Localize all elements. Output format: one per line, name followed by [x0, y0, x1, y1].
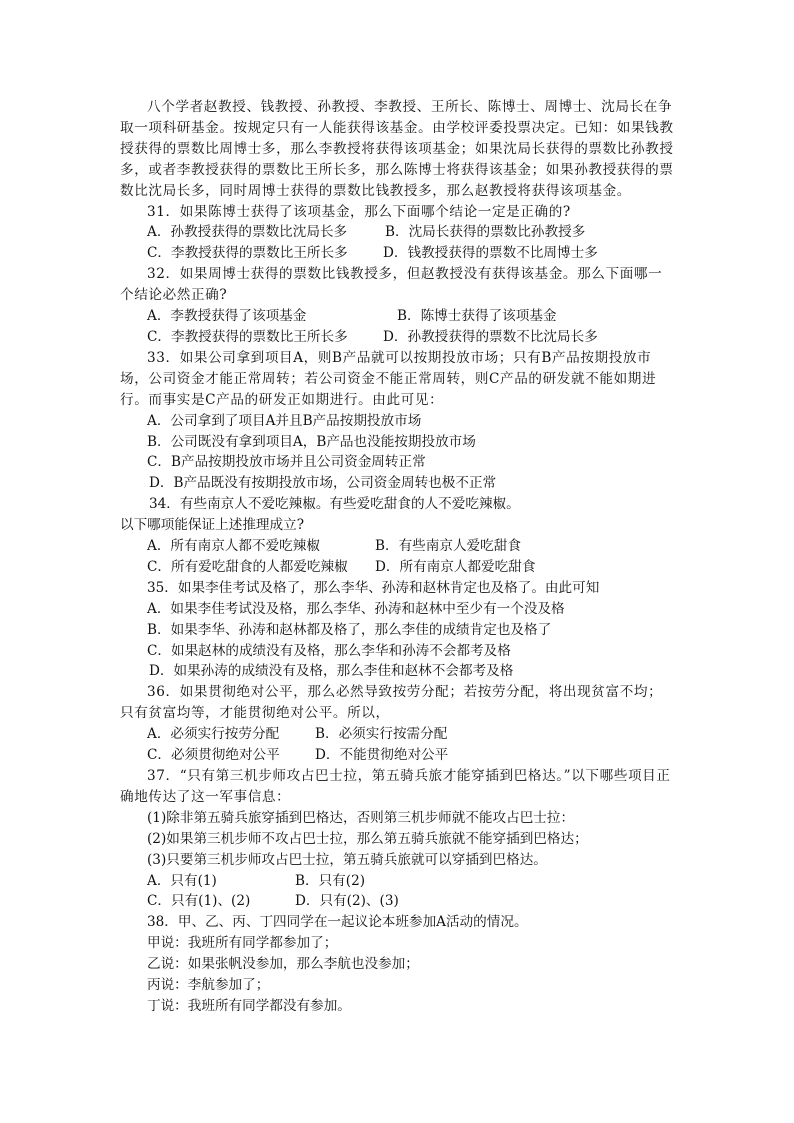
option-d: D．不能贯彻绝对公平	[315, 747, 449, 764]
question-stem: 37．“只有第三机步师攻占巴士拉，第五骑兵旅才能穿插到巴格达。”以下哪些项目正确地传达了这一军事信息：	[120, 768, 671, 805]
intro-paragraph: 八个学者赵教授、钱教授、孙教授、李教授、王所长、陈博士、周博士、沈局长在争取一项科研基金。按规定只有一人能获得该基金。由学校评委投票决定。已知：如果钱教授获得的票数比周博士多，那么李教授将获得该项基金；如果沈局长获得的票数比孙教授多，或者李教授获得的票数比王所长多，那么陈博士将获得该基金；如果孙教授获得的票数比沈局长多，同时周博士获得的票数比钱教授多，那么赵教授将获得该项基金。	[120, 99, 674, 199]
options-row	[120, 306, 674, 327]
question-stem: 31．如果陈博士获得了该项基金，那么下面哪个结论一定是正确的?	[147, 203, 571, 220]
question-stem: 35．如果李佳考试及格了，那么李华、孙涛和赵林肯定也及格了。由此可知	[147, 579, 600, 596]
statement-ding: 丁说：我班所有同学都没有参加。	[147, 997, 351, 1014]
statement-jia: 甲说：我班所有同学都参加了；	[147, 935, 338, 952]
question-31	[120, 202, 674, 265]
option-c: C．李教授获得的票数比王所长多	[147, 328, 348, 345]
options-row	[120, 536, 674, 557]
question-36	[120, 682, 674, 766]
option-a: A．所有南京人都不爱吃辣椒	[147, 538, 320, 555]
question-stem: 33．如果公司拿到项目A，则B产品就可以按期投放市场；只有B产品按期投放市场，公司资金才能正常周转；若公司资金不能正常周转，则C产品的研发就不能如期进行。而事实是C产品的研发正如期进行。由此可见：	[120, 349, 657, 408]
option-b: B．有些南京人爱吃甜食	[375, 538, 521, 555]
question-35	[120, 578, 674, 683]
option-d: D．如果孙涛的成绩没有及格，那么李佳和赵林不会都考及格	[149, 663, 514, 680]
option-a: A．必须实行按劳分配	[147, 726, 280, 743]
options-row	[120, 745, 674, 766]
question-33	[120, 348, 674, 494]
option-c: C．B产品按期投放市场并且公司资金周转正常	[147, 454, 426, 471]
question-stem: 32．如果周博士获得的票数比钱教授多，但赵教授没有获得该基金。那么下面哪一个结论必然正确?	[120, 266, 663, 304]
options-row	[120, 724, 674, 745]
statement-2: (2)如果第三机步师不攻占巴士拉，那么第五骑兵旅就不能穿插到巴格达；	[147, 830, 588, 847]
option-d: D．钱教授获得的票数不比周博士多	[383, 245, 598, 262]
statement-yi: 乙说：如果张帆没参加，那么李航也没参加；	[147, 956, 419, 973]
option-b: B．公司既没有拿到项目A，B产品也没能按期投放市场	[147, 433, 476, 450]
option-b: B．如果李华、孙涛和赵林都及格了，那么李佳的成绩肯定也及格了	[147, 621, 552, 638]
question-stem: 38．甲、乙、丙、丁四同学在一起议论本班参加A活动的情况。	[147, 914, 528, 931]
option-c: C．所有爱吃甜食的人都爱吃辣椒	[147, 558, 348, 575]
options-row	[120, 891, 674, 912]
question-32	[120, 264, 674, 348]
option-b: B．沈局长获得的票数比孙教授多	[385, 224, 586, 241]
option-a: A．孙教授获得的票数比沈局长多	[147, 224, 348, 241]
options-row	[120, 222, 674, 243]
options-row	[120, 871, 674, 892]
option-a: A．如果李佳考试没及格，那么李华、孙涛和赵林中至少有一个没及格	[147, 600, 565, 617]
option-c: C．必须贯彻绝对公平	[147, 747, 280, 764]
options-row	[120, 557, 674, 578]
question-34	[120, 494, 674, 578]
option-d: D．B产品既没有按期投放市场，公司资金周转也极不正常	[149, 475, 497, 492]
option-c: C．只有(1)、(2)	[147, 893, 251, 910]
statement-1: (1)除非第五骑兵旅穿插到巴格达，否则第三机步师就不能攻占巴士拉：	[147, 809, 575, 826]
question-stem-continued: 以下哪项能保证上述推理成立?	[120, 517, 305, 534]
option-a: A．李教授获得了该项基金	[147, 308, 307, 325]
question-38	[120, 912, 674, 1017]
option-a: A．公司拿到了项目A并且B产品按期投放市场	[147, 412, 422, 429]
option-c: C．李教授获得的票数比王所长多	[147, 245, 348, 262]
question-37	[120, 766, 674, 912]
option-a: A．只有(1)	[147, 872, 217, 889]
question-stem: 36．如果贯彻绝对公平，那么必然导致按劳分配；若按劳分配，将出现贫富不均；只有贫富均等，才能贯彻绝对公平。所以，	[120, 684, 663, 722]
options-row	[120, 327, 674, 348]
option-b: B．只有(2)	[295, 872, 366, 889]
option-d: D．只有(2)、(3)	[295, 893, 399, 910]
option-c: C．如果赵林的成绩没有及格，那么李华和孙涛不会都考及格	[147, 642, 511, 659]
question-stem: 34．有些南京人不爱吃辣椒。有些爱吃甜食的人不爱吃辣椒。	[149, 496, 520, 513]
option-b: B．必须实行按需分配	[315, 726, 448, 743]
option-b: B．陈博士获得了该项基金	[397, 308, 557, 325]
statement-bing: 丙说：李航参加了；	[147, 977, 270, 994]
options-row	[120, 243, 674, 264]
option-d: D．孙教授获得的票数不比沈局长多	[383, 328, 598, 345]
option-d: D．所有南京人都爱吃甜食	[375, 558, 536, 575]
statement-3: (3)只要第三机步师攻占巴士拉，第五骑兵旅就可以穿插到巴格达。	[147, 851, 547, 868]
